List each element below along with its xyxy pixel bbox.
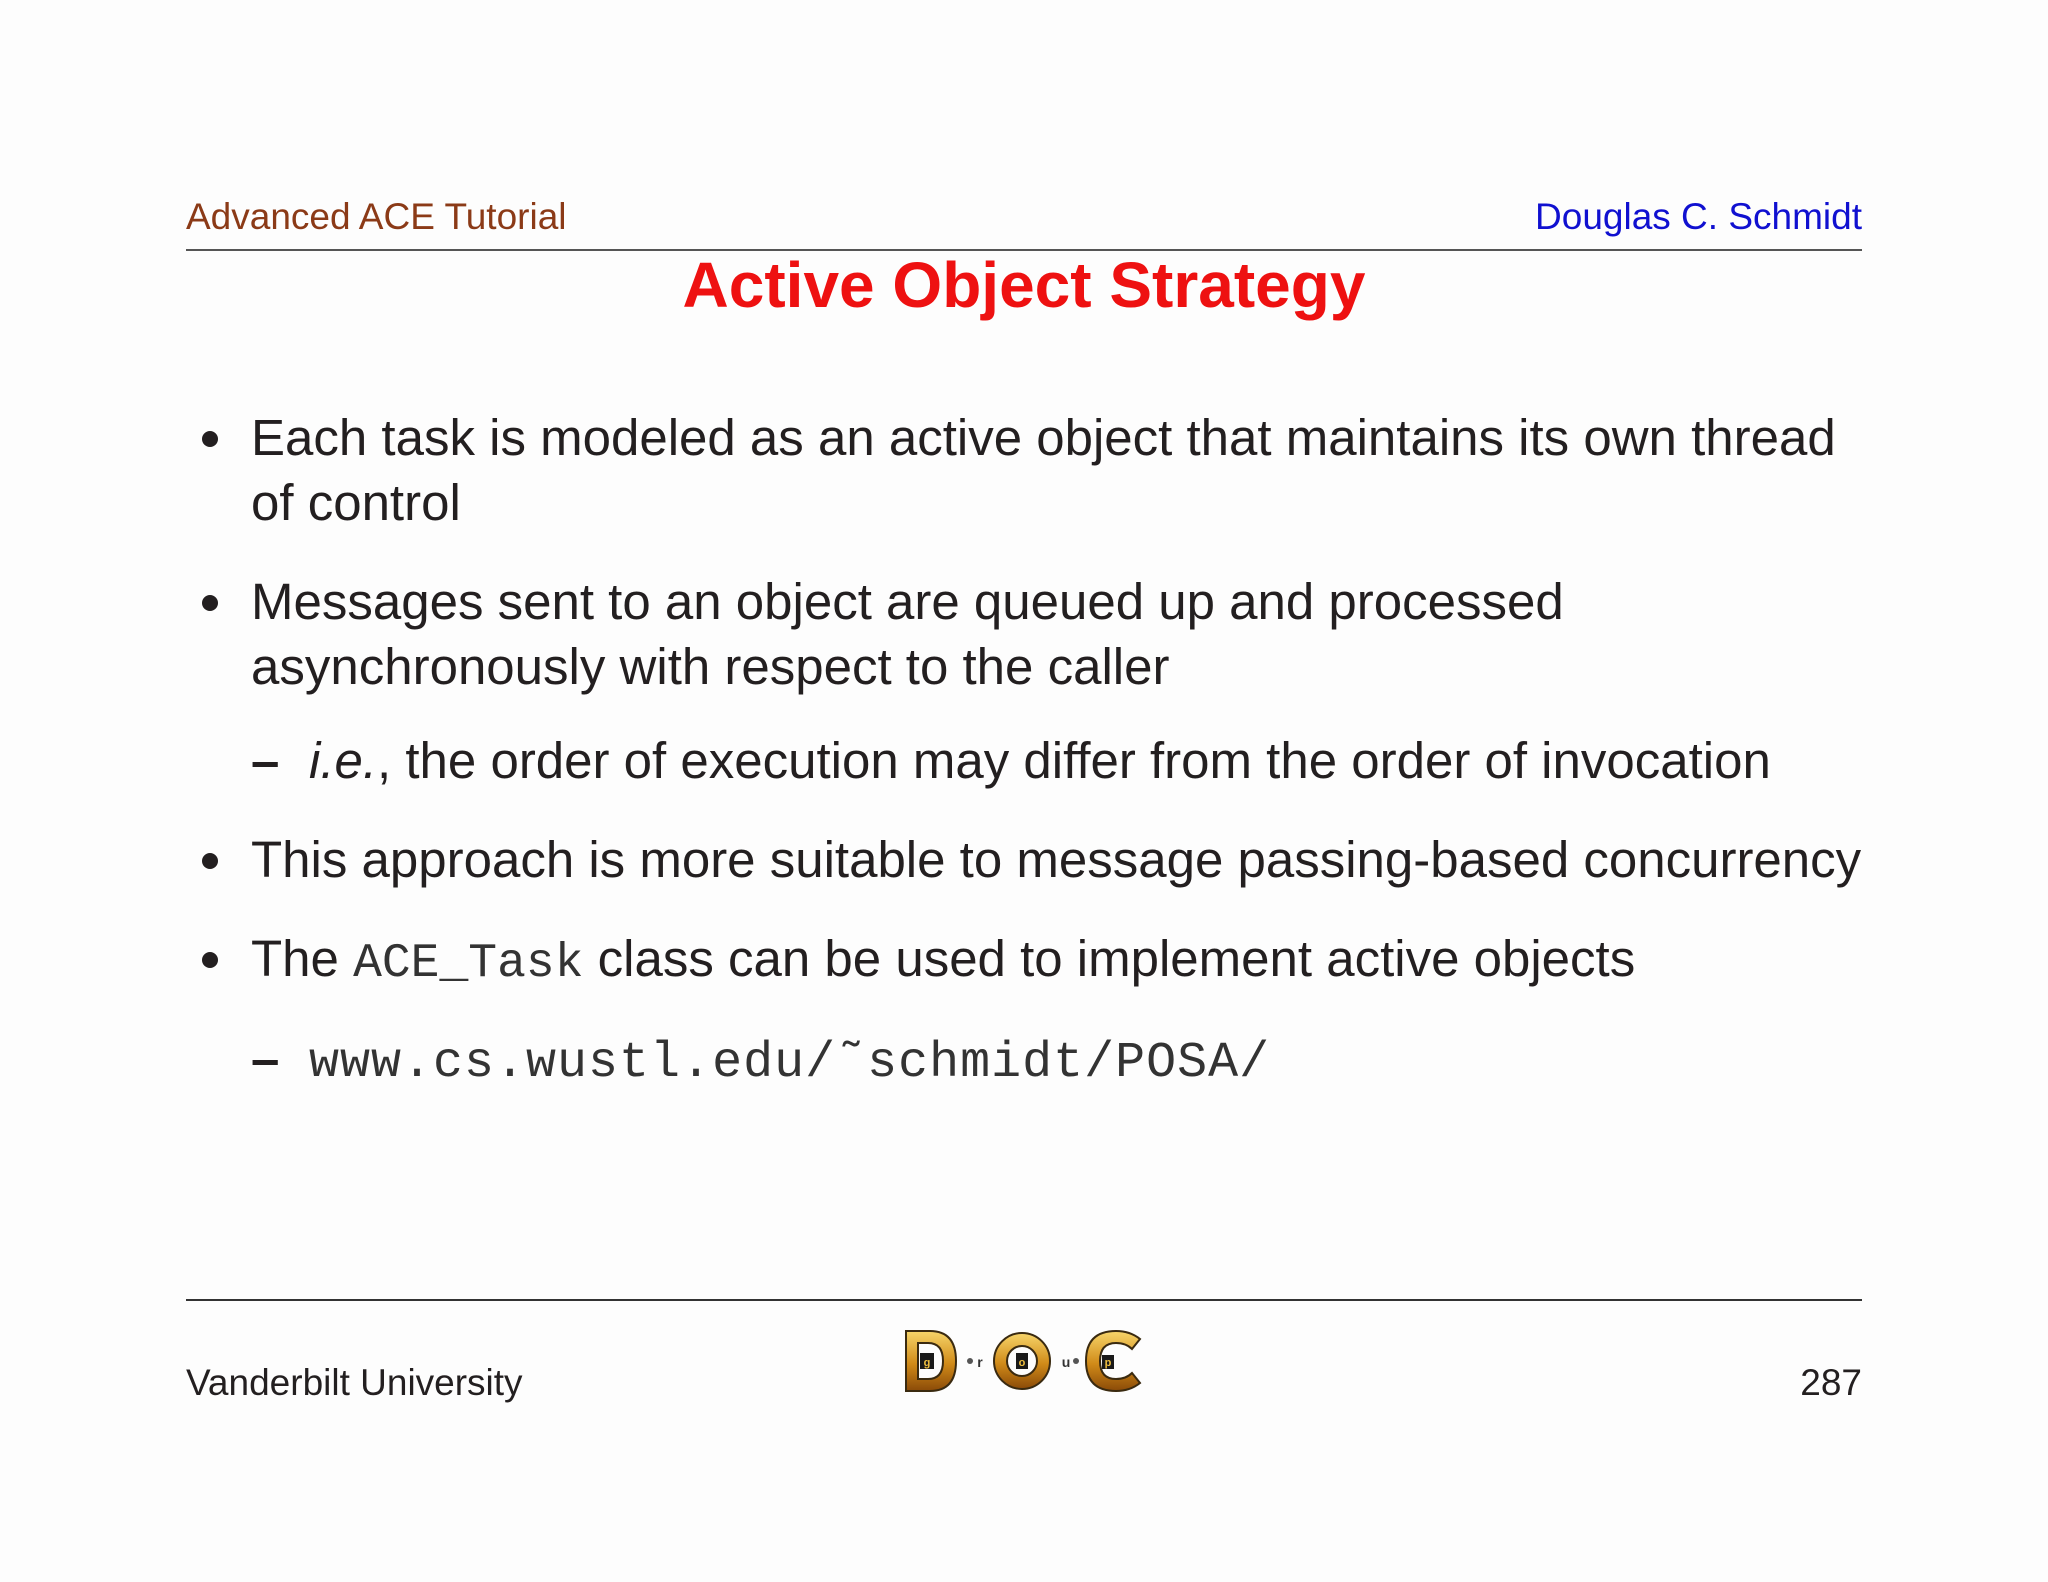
bullet-item (190, 569, 1870, 699)
footer-divider (186, 1299, 1862, 1301)
bullet-text: Each task is modeled as an active object that maintains its own thread of control (251, 409, 1836, 531)
sub-bullet-italic: i.e. (309, 732, 378, 789)
bullet-item (190, 405, 1870, 535)
posa-url: www.cs.wustl.edu/˜schmidt/POSA/ (309, 1035, 1271, 1092)
sub-bullet-item (251, 1026, 1870, 1096)
bullet-dot-icon (202, 853, 218, 869)
logo-small-letter: r (977, 1354, 983, 1370)
header-course-title: Advanced ACE Tutorial (186, 196, 567, 237)
bullet-item (190, 926, 1870, 997)
logo-letter-c (1086, 1331, 1140, 1391)
logo-small-letter: o (1018, 1357, 1026, 1369)
code-class-name: ACE_Task (353, 937, 584, 991)
sub-bullet-text: , the order of execution may differ from the order of invocation (377, 732, 1771, 789)
bullet-dot-icon (202, 595, 218, 611)
logo-letter-o (994, 1333, 1050, 1389)
bullet-text: Messages sent to an object are queued up and processed asynchronously with respect to the caller (251, 573, 1564, 695)
logo-dot (967, 1358, 973, 1364)
logo-small-letter: u (1061, 1354, 1071, 1370)
header-author: Douglas C. Schmidt (1535, 196, 1862, 237)
logo-small-letter: p (1104, 1357, 1112, 1369)
dash-icon: – (251, 732, 280, 789)
bullet-dot-icon (202, 952, 218, 968)
bullet-list (190, 405, 1870, 1130)
dash-icon: – (251, 1030, 280, 1087)
bullet-text: This approach is more suitable to message passing-based concurrency (251, 831, 1862, 888)
bullet-text-after: class can be used to implement active objects (597, 930, 1636, 987)
bullet-dot-icon (202, 431, 218, 447)
logo-dot (1073, 1358, 1079, 1364)
bullet-item (190, 827, 1870, 892)
slide-title: Active Object Strategy (682, 249, 1366, 321)
doc-group-logo (900, 1325, 1150, 1397)
sub-bullet-item (251, 728, 1870, 793)
page-number: 287 (1800, 1362, 1862, 1403)
bullet-text-before: The (251, 930, 339, 987)
footer-institution: Vanderbilt University (186, 1362, 523, 1403)
logo-letter-d (906, 1331, 956, 1391)
logo-small-letter: g (923, 1357, 931, 1369)
